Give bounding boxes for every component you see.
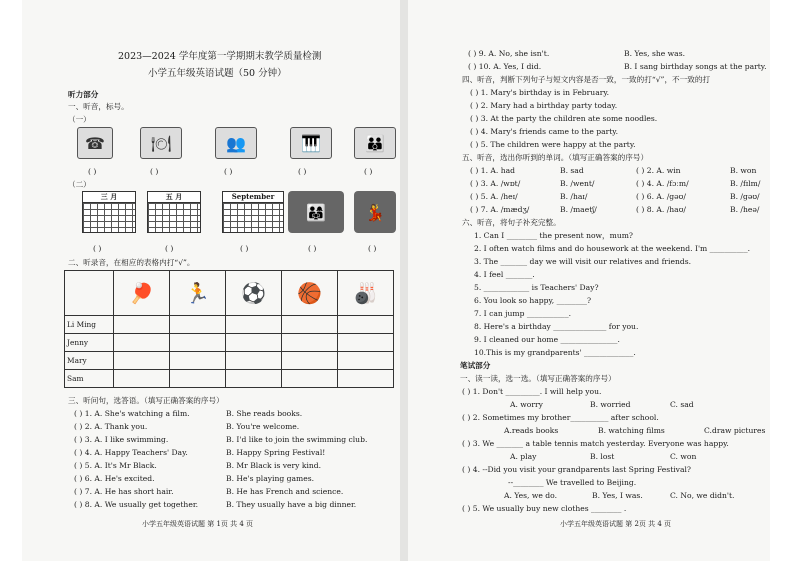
family-picture: 👪 [354, 127, 396, 159]
option-b: B. You're welcome. [226, 422, 300, 431]
calendar-month-label: September [223, 192, 283, 203]
true-false-item: ( ) 5. The children were happy at the party. [470, 140, 636, 149]
grid-cell[interactable] [114, 316, 170, 334]
mc-option: C.draw pictures [704, 426, 766, 435]
calendar-march-picture [82, 191, 136, 233]
dinner-table-picture: 🍽 [140, 127, 182, 159]
calendar-september-picture [222, 191, 284, 233]
option-b: B. They usually have a big dinner. [226, 500, 357, 509]
mc-question: ( ) 5. We usually buy new clothes ________ . [462, 504, 627, 513]
two-men-picture: 👥 [215, 127, 257, 159]
mc-option: A. play [510, 452, 537, 461]
basketball-icon: 🏀 [282, 271, 338, 316]
section-7-heading: 一、读一读，选一选。（填写正确答案的序号） [460, 374, 616, 383]
true-false-item: ( ) 1. Mary's birthday is in February. [470, 88, 610, 97]
grid-cell[interactable] [170, 370, 226, 388]
word-option: B. won [730, 166, 757, 175]
mc-option: C. won [670, 452, 697, 461]
grid-cell[interactable] [282, 352, 338, 370]
mc-question-line2: --________ We travelled to Beijing. [508, 478, 637, 487]
fill-in-item: 4. I feel _______. [474, 270, 535, 279]
answer-blank[interactable]: ( ) [93, 244, 102, 253]
exam-page-2 [408, 0, 770, 561]
word-item: ( ) 1. A. had [470, 166, 516, 175]
dancing-picture: 💃 [354, 191, 396, 233]
mc-option: B. watching films [598, 426, 665, 435]
question-stem: ( ) 1. A. She's watching a film. [74, 409, 190, 418]
grid-cell[interactable] [338, 352, 394, 370]
fill-in-item: 2. I often watch films and do housework at the weekend. I'm __________. [474, 244, 751, 253]
fill-in-item: 7. I can jump ___________. [474, 309, 572, 318]
grid-name: Sam [65, 370, 114, 388]
word-option: B. /gəʊ/ [730, 192, 760, 201]
grid-cell[interactable] [338, 370, 394, 388]
answer-blank[interactable]: ( ) [364, 167, 373, 176]
answer-blank[interactable]: ( ) [368, 244, 377, 253]
page-footer: 小学五年级英语试题 第 2页 共 4 页 [560, 520, 672, 528]
section-1-heading: 一、听音，标号。 [68, 102, 129, 111]
grid-name: Mary [65, 352, 114, 370]
option-b: B. Yes, she was. [624, 49, 686, 58]
question-stem: ( ) 2. A. Thank you. [74, 422, 148, 431]
mc-option: A. worry [510, 400, 543, 409]
mc-option: B. Yes, I was. [592, 491, 643, 500]
grid-cell[interactable] [170, 316, 226, 334]
word-item: ( ) 3. A. /wɒt/ [470, 179, 521, 188]
activity-grid [64, 270, 394, 388]
question-stem: ( ) 10. A. Yes, I did. [468, 62, 542, 71]
subsection-2-label: （二） [68, 180, 91, 189]
grid-cell[interactable] [282, 370, 338, 388]
listening-part-heading: 听力部分 [68, 90, 99, 99]
word-item: ( ) 6. A. /gəʊ/ [636, 192, 686, 201]
mc-option: B. worried [590, 400, 631, 409]
fill-in-item: 1. Can I ________ the present now，mum? [474, 231, 634, 240]
answer-blank[interactable]: ( ) [240, 244, 249, 253]
grid-cell[interactable] [170, 352, 226, 370]
section-6-heading: 六、听音，将句子补充完整。 [462, 218, 561, 227]
grid-cell[interactable] [338, 334, 394, 352]
mc-question: ( ) 4. --Did you visit your grandparents last Spring Festival? [462, 465, 691, 474]
fill-in-item: 5. ____________ is Teachers' Day? [474, 283, 599, 292]
grid-cell[interactable] [226, 316, 282, 334]
word-option: B. /maetʃ/ [560, 205, 597, 214]
answer-blank[interactable]: ( ) [88, 167, 97, 176]
question-stem: ( ) 3. A. I like swimming. [74, 435, 169, 444]
word-option: B. sad [560, 166, 584, 175]
section-5-heading: 五、听音，选出你听到的单词。（填写正确答案的序号） [462, 153, 649, 162]
question-stem: ( ) 5. A. It's Mr Black. [74, 461, 157, 470]
section-2-heading: 二、听录音，在相应的表格内打“√”。 [68, 258, 195, 267]
calendar-month-label: 五 月 [148, 192, 200, 203]
page-gutter [400, 0, 408, 561]
word-option: B. /fɪlm/ [730, 179, 761, 188]
question-stem: ( ) 9. A. No, she isn't. [468, 49, 550, 58]
grid-cell[interactable] [170, 334, 226, 352]
answer-blank[interactable]: ( ) [165, 244, 174, 253]
word-option: B. /haɪ/ [560, 192, 588, 201]
option-b: B. I sang birthday songs at the party. [624, 62, 767, 71]
word-item: ( ) 7. A. /mædʒ/ [470, 205, 530, 214]
mc-option: B. lost [590, 452, 615, 461]
mc-question: ( ) 3. We _______ a table tennis match yesterday. Everyone was happy. [462, 439, 729, 448]
option-b: B. I'd like to join the swimming club. [226, 435, 368, 444]
fill-in-item: 8. Here's a birthday ______________ for you. [474, 322, 639, 331]
true-false-item: ( ) 4. Mary's friends came to the party. [470, 127, 618, 136]
option-b: B. He's playing games. [226, 474, 315, 483]
fill-in-item: 9. I cleaned our home _______________. [474, 335, 620, 344]
fill-in-item: 10.This is my grandparents' _____________. [474, 348, 636, 357]
fill-in-item: 6. You look so happy, ________? [474, 296, 592, 305]
word-item: ( ) 2. A. win [636, 166, 681, 175]
grid-cell[interactable] [114, 370, 170, 388]
mc-option: C. sad [670, 400, 694, 409]
mc-option: A.reads books [504, 426, 559, 435]
question-stem: ( ) 8. A. We usually get together. [74, 500, 199, 509]
answer-blank[interactable]: ( ) [150, 167, 159, 176]
word-option: B. /went/ [560, 179, 595, 188]
exam-subtitle: 小学五年级英语试题（50 分钟） [148, 68, 287, 79]
word-item: ( ) 8. A. /haʊ/ [636, 205, 686, 214]
page-footer: 小学五年级英语试题 第 1页 共 4 页 [142, 520, 254, 528]
true-false-item: ( ) 3. At the party the children ate some noodles. [470, 114, 658, 123]
answer-blank[interactable]: ( ) [224, 167, 233, 176]
question-stem: ( ) 6. A. He's excited. [74, 474, 155, 483]
exam-title: 2023—2024 学年度第一学期期末教学质量检测 [118, 51, 322, 62]
grid-cell[interactable] [226, 334, 282, 352]
answer-blank[interactable]: ( ) [308, 244, 317, 253]
option-b: B. She reads books. [226, 409, 303, 418]
section-3-heading: 三、听问句，选答语。（填写正确答案的序号） [68, 396, 224, 405]
soccer-ball-icon: ⚽ [226, 271, 282, 316]
mc-question: ( ) 2. Sometimes my brother__________ after school. [462, 413, 659, 422]
option-b: B. He has French and science. [226, 487, 344, 496]
answer-blank[interactable]: ( ) [298, 167, 307, 176]
grid-cell[interactable] [282, 334, 338, 352]
written-part-heading: 笔试部分 [460, 361, 491, 370]
mc-option: A. Yes, we do. [504, 491, 558, 500]
word-item: ( ) 5. A. /heɪ/ [470, 192, 518, 201]
mc-question: ( ) 1. Don't _________. I will help you. [462, 387, 602, 396]
mc-option: C. No, we didn't. [670, 491, 735, 500]
grid-cell[interactable] [114, 334, 170, 352]
option-b: B. Mr Black is very kind. [226, 461, 322, 470]
grid-cell[interactable] [226, 352, 282, 370]
question-stem: ( ) 4. A. Happy Teachers' Day. [74, 448, 188, 457]
exam-page-1 [22, 0, 400, 561]
grid-cell[interactable] [338, 316, 394, 334]
true-false-item: ( ) 2. Mary had a birthday party today. [470, 101, 618, 110]
calendar-may-picture [147, 191, 201, 233]
running-icon: 🏃 [170, 271, 226, 316]
grid-name: Li Ming [65, 316, 114, 334]
piano-picture: 🎹 [290, 127, 332, 159]
fill-in-item: 3. The _______ day we will visit our relatives and friends. [474, 257, 692, 266]
grid-cell[interactable] [114, 352, 170, 370]
ping-pong-icon: 🏓 [114, 271, 170, 316]
family-dinner-picture: 👨‍👩‍👧 [288, 191, 344, 233]
grid-name: Jenny [65, 334, 114, 352]
man-phone-picture: ☎ [77, 127, 113, 159]
question-stem: ( ) 7. A. He has short hair. [74, 487, 174, 496]
grid-cell[interactable] [226, 370, 282, 388]
option-b: B. Happy Spring Festival! [226, 448, 326, 457]
word-option: B. /heə/ [730, 205, 760, 214]
subsection-1-label: （一） [68, 115, 91, 124]
section-4-heading: 四、听音，判断下列句子与短文内容是否一致，一致的打“√”，不一致的打 [462, 75, 711, 84]
calendar-month-label: 三 月 [83, 192, 135, 203]
grid-cell[interactable] [282, 316, 338, 334]
bowling-icon: 🎳 [338, 271, 394, 316]
word-item: ( ) 4. A. /fɔːm/ [636, 179, 689, 188]
